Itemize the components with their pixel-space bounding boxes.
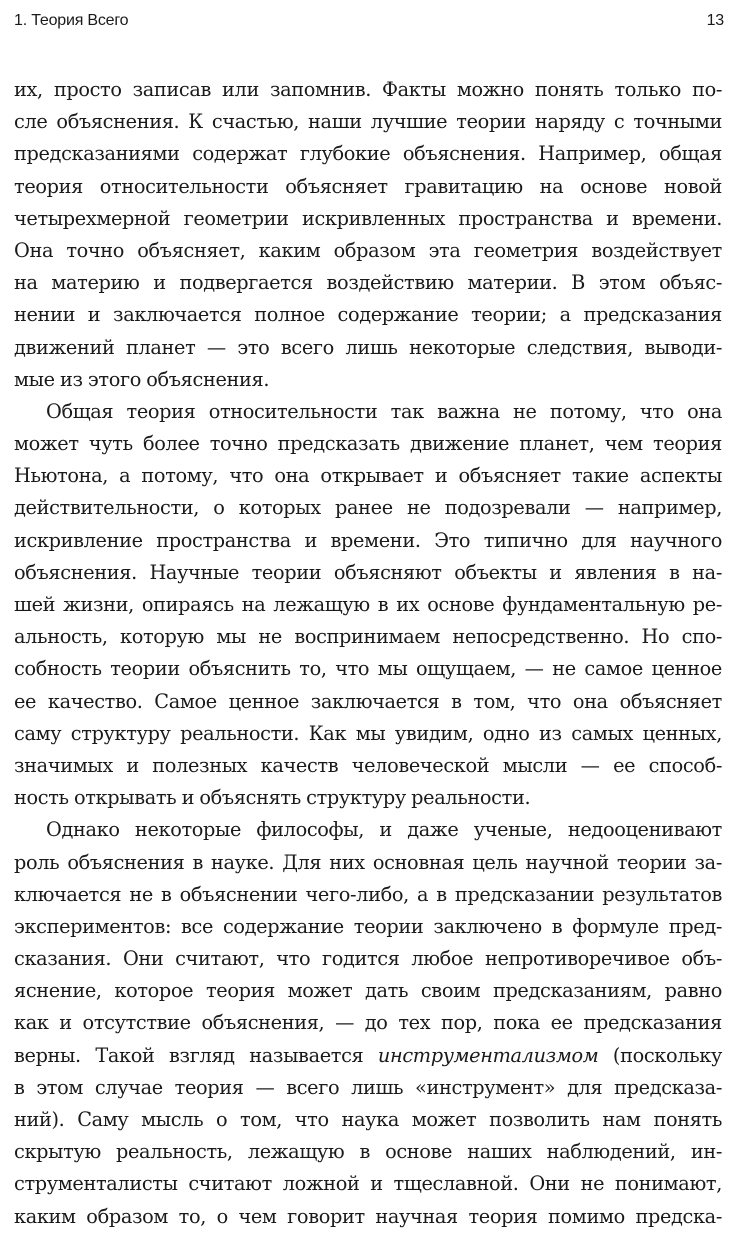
text-line: Общая теория относительности так важна не потому, что она [46,399,722,423]
text-line: ее качество. Самое ценное заключается в том, что она объясняет [14,689,722,713]
text-line: Она точно объясняет, каким образом эта геометрия воздействует [14,238,722,262]
text-line: действительности, о которых ранее не подозревали — например, [14,496,722,520]
text-line: их, просто записав или запомнив. Факты можно понять только по- [14,78,722,101]
text-line: теория относительности объясняет гравитацию на основе новой [14,174,722,198]
text-line: объяснения. Научные теории объясняют объекты и явления в на- [14,560,722,584]
body-text [14,74,722,1233]
text-line: шей жизни, опираясь на лежащую в их основе фундаментальную ре- [14,593,722,616]
text-line: искривление пространства и времени. Это типично для научного [14,528,722,552]
page-number: 13 [706,12,724,29]
text-line: как и отсутствие объяснения, — до тех пор, пока ее предсказания [14,1011,722,1035]
text-line: на материю и подвергается воздействию материи. В этом объяс- [14,271,722,295]
text-line: предсказаниями содержат глубокие объяснения. Например, общая [14,142,722,166]
text-line [14,1040,722,1072]
text-segment: (поскольку [598,1043,722,1067]
text-line: Однако некоторые философы, и даже ученые, недооценивают [46,818,722,842]
paragraph-3 [14,814,722,1232]
text-line: движений планет — это всего лишь некоторые следствия, выводи- [14,335,722,359]
italic-term: инструментализмом [377,1043,599,1067]
text-line: нении и заключается полное содержание теории; а предсказания [14,303,722,327]
text-line: ность открывать и объяснять структуру реальности. [14,786,531,810]
text-line: скрытую реальность, лежащую в основе наших наблюдений, ин- [14,1140,722,1164]
text-line: ключается не в объяснении чего-либо, а в предсказании результатов [14,882,722,906]
running-head [14,10,724,32]
text-line: значимых и полезных качеств человеческой мысли — ее способ- [14,753,722,777]
paragraph-2 [14,396,722,814]
text-line: экспериментов: все содержание теории заключено в формуле пред- [14,914,722,938]
text-line: мые из этого объяснения. [14,367,270,391]
paragraph-1 [14,74,722,396]
text-line: роль объяснения в науке. Для них основная цель научной теории за- [14,850,722,874]
text-line: сказания. Они считают, что годится любое непротиворечивое объ- [14,947,722,971]
text-line: четырехмерной геометрии искривленных пространства и времени. [14,206,722,230]
text-line: сле объяснения. К счастью, наши лучшие теории наряду с точными [14,110,722,134]
text-line: саму структуру реальности. Как мы увидим, одно из самых ценных, [14,721,722,745]
text-line: собность теории объяснить то, что мы ощущаем, — не самое ценное [14,657,722,681]
text-line: струменталисты считают ложной и тщеславной. Они не понимают, [14,1172,722,1196]
text-line: может чуть более точно предсказать движение планет, чем теория [14,432,722,456]
text-line: в этом случае теория — всего лишь «инструмент» для предсказа- [14,1075,722,1099]
text-line: альность, которую мы не воспринимаем непосредственно. Но спо- [14,625,722,649]
text-line: каким образом то, о чем говорит научная теория помимо предска- [14,1204,722,1228]
text-line: Ньютона, а потому, что она открывает и объясняет такие аспекты [14,464,722,488]
chapter-title: 1. Теория Всего [14,12,129,29]
text-line: ний). Саму мысль о том, что наука может позволить нам понять [14,1108,722,1131]
text-segment: верны. Такой взгляд называется [14,1043,378,1067]
text-line: яснение, которое теория может дать своим предсказаниям, равно [14,979,722,1003]
